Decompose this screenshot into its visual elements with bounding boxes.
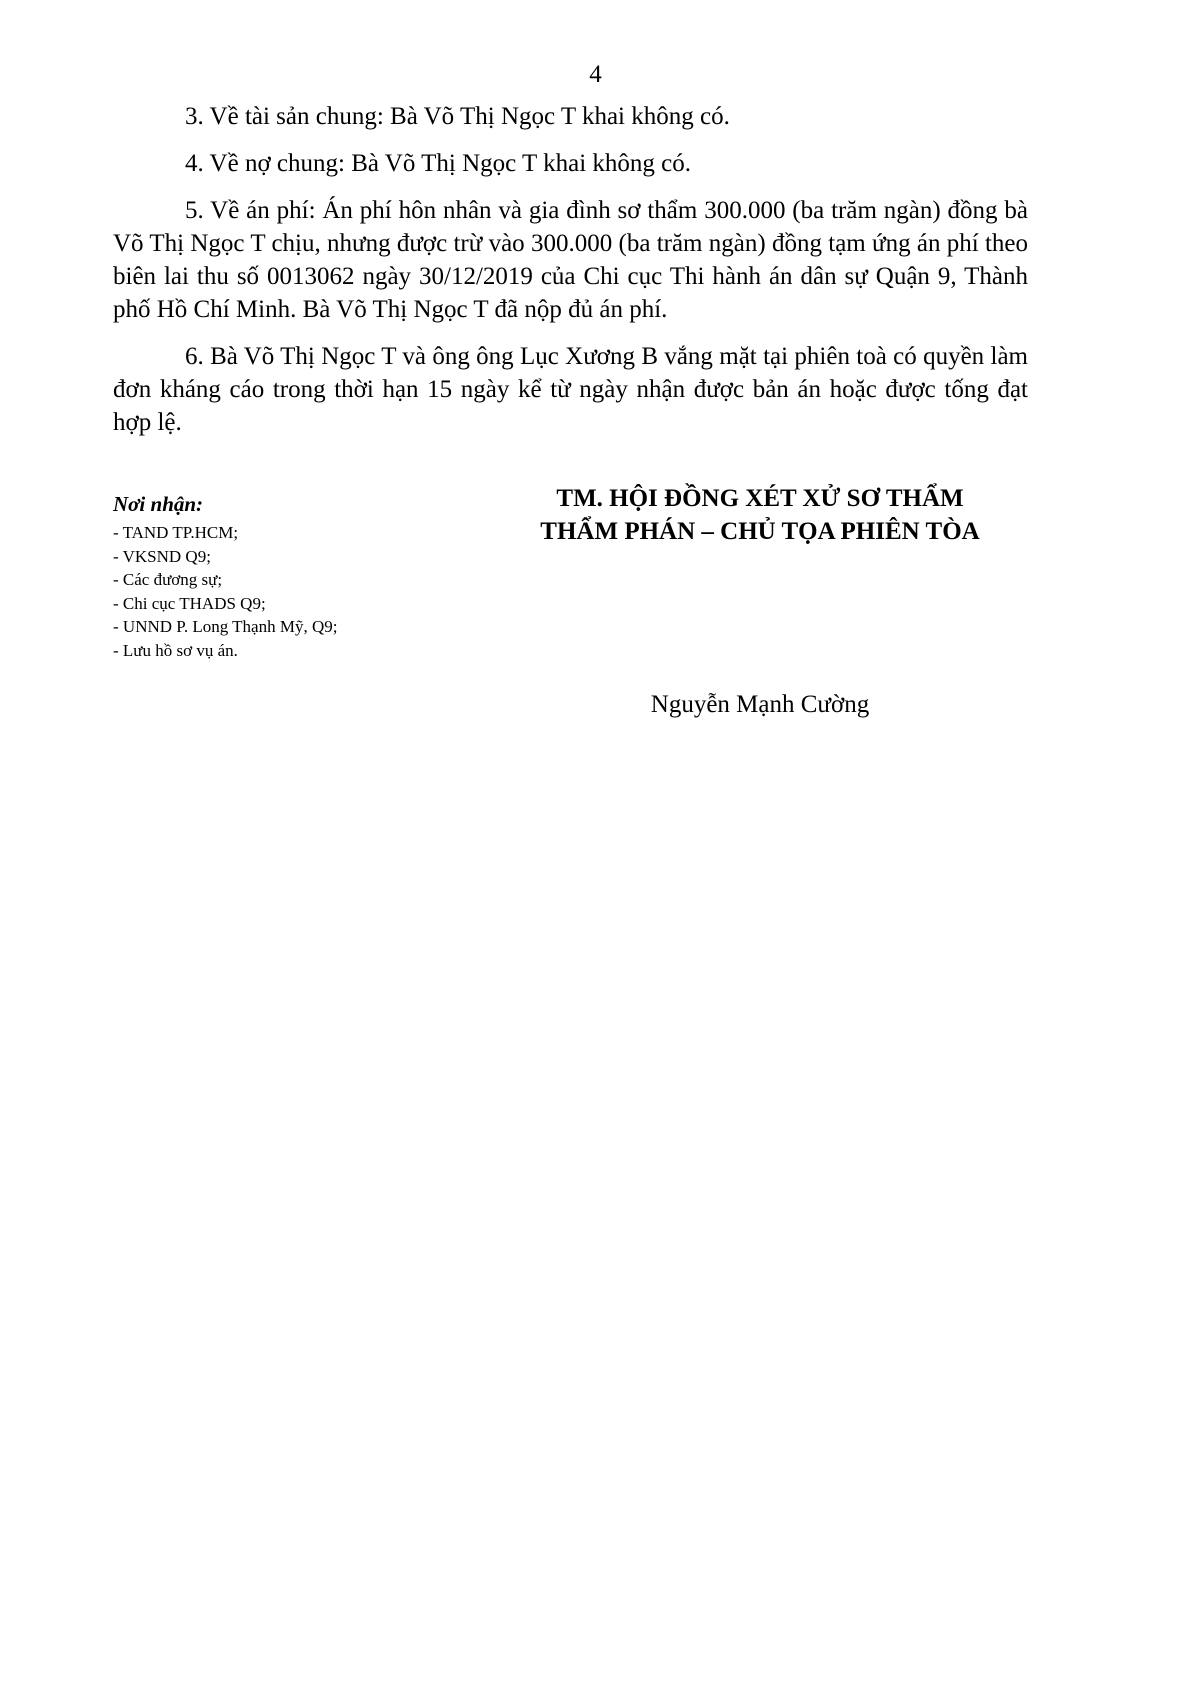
page-number: 4: [589, 61, 602, 88]
signature-title-judge: THẨM PHÁN – CHỦ TỌA PHIÊN TÒA: [540, 518, 980, 545]
paragraph-court-fees: 5. Về án phí: Án phí hôn nhân và gia đình sơ thẩm 300.000 (ba trăm ngàn) đồng bà Võ Thị Ngọc T chịu, nhưng được trừ vào 300.000 (ba trăm ngàn) đồng tạm ứng án phí theo biên lai thu số 0013062 ngày 30/12/2019 của Chi cục Thi hành án dân sự Quận 9, Thành phố Hồ Chí Minh. Bà Võ Thị Ngọc T đã nộp đủ án phí.: [113, 197, 1028, 323]
recipient-item: - Lưu hồ sơ vụ án.: [113, 640, 238, 660]
recipient-item: - UNND P. Long Thạnh Mỹ, Q9;: [113, 617, 338, 636]
recipients-list: [113, 521, 473, 662]
paragraph-common-debts: 4. Về nợ chung: Bà Võ Thị Ngọc T khai không có.: [185, 150, 692, 177]
signer-name: Nguyễn Mạnh Cường: [650, 691, 870, 718]
recipient-item: - Các đương sự;: [113, 570, 223, 589]
recipients-title: Nơi nhận:: [113, 492, 204, 516]
paragraph-appeal-rights: 6. Bà Võ Thị Ngọc T và ông ông Lục Xương B vắng mặt tại phiên toà có quyền làm đơn kháng cáo trong thời hạn 15 ngày kể từ ngày nhận được bản án hoặc được tống đạt hợp lệ.: [113, 343, 1028, 436]
recipient-item: - VKSND Q9;: [113, 546, 211, 566]
paragraph-common-assets: 3. Về tài sản chung: Bà Võ Thị Ngọc T khai không có.: [185, 103, 730, 130]
recipient-item: - Chi cục THADS Q9;: [113, 593, 266, 613]
recipient-item: - TAND TP.HCM;: [113, 523, 239, 542]
signature-block: [500, 482, 1020, 548]
judgment-body: [113, 100, 1028, 453]
recipients-block: [113, 489, 473, 662]
signature-title-council: TM. HỘI ĐỒNG XÉT XỬ SƠ THẨM: [556, 485, 964, 512]
